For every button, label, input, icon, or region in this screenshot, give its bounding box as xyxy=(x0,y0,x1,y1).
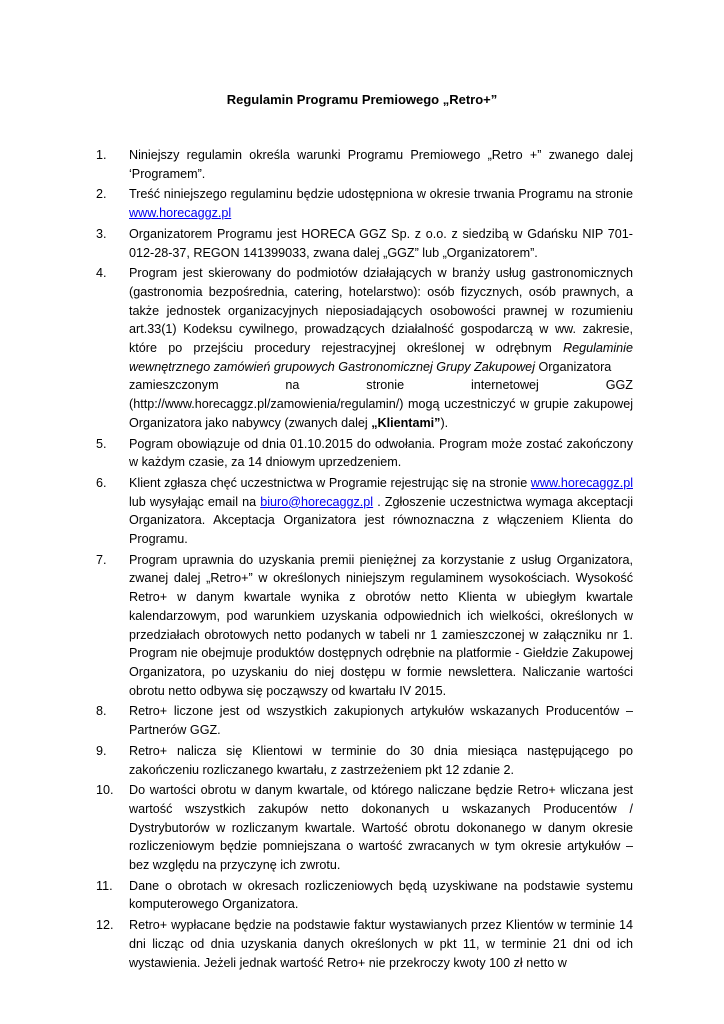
list-item xyxy=(96,877,633,914)
item-text: lub wysyłając email na xyxy=(129,494,261,509)
item-text: Klient zgłasza chęć uczestnictwa w Programie rejestrując się na stronie xyxy=(129,475,531,490)
list-item xyxy=(96,551,633,701)
list-item xyxy=(96,742,633,779)
item-text: (http://www.horecaggz.pl/zamowienia/regulamin/) mogą uczestniczyć w grupie zakupowej Organizatora jako nabywcy (zwanych dalej xyxy=(129,397,633,430)
list-item xyxy=(96,474,633,549)
word: GGZ xyxy=(605,378,633,393)
item-number: 12. xyxy=(96,918,114,933)
item-number: 9. xyxy=(96,743,107,758)
regulation-list xyxy=(96,146,633,974)
regulation-title-italic: Regulaminie wewnętrznego zamówień grupowych Gastronomicznej Grupy Zakupowej xyxy=(129,341,633,374)
item-number: 4. xyxy=(96,266,107,281)
item-text: Pogram obowiązuje od dnia 01.10.2015 do odwołania. Program może zostać zakończony w każdym czasie, za 14 dniowym uprzedzeniem. xyxy=(129,436,633,470)
list-item xyxy=(96,146,633,183)
word: zamieszczonym xyxy=(129,378,219,393)
item-number: 10. xyxy=(96,783,114,798)
item-number: 1. xyxy=(96,148,107,162)
list-item xyxy=(96,702,633,739)
item-number: 6. xyxy=(96,475,107,490)
document-title: Regulamin Programu Premiowego „Retro+” xyxy=(226,92,498,107)
item-text: Treść niniejszego regulaminu będzie udostępniona w okresie trwania Programu na stronie xyxy=(129,187,633,202)
item-number: 2. xyxy=(96,187,107,202)
email-link[interactable]: biuro@horecaggz.pl xyxy=(260,494,374,509)
word: internetowej xyxy=(470,378,539,393)
list-item xyxy=(96,435,633,472)
list-item xyxy=(96,225,633,262)
item-text: Program jest skierowany do podmiotów działających w branży usług gastronomicznych (gastronomia bezpośrednia, catering, hotelarstwo): osób fizycznych, osób prawnych, a także jednostek organizacyjnych nieposiadających osobowości prawnej w rozumieniu art.33(1) Kodeksu cywilnego, prowadzących działalność gospodarczą w ww. zakresie, które po przejściu procedury rejestracyjnej określonej w odrębnym xyxy=(129,266,633,356)
word: stronie xyxy=(366,378,405,393)
item-text: Retro+ liczone jest od wszystkich zakupionych artykułów wskazanych Producentów – Partnerów GGZ. xyxy=(129,704,633,738)
clients-bold: „Klientami” xyxy=(371,415,441,430)
item-text: Retro+ nalicza się Klientowi w terminie do 30 dnia miesiąca następującego po zakończeniu rozliczanego kwartału, z zastrzeżeniem pkt 12 zdanie 2. xyxy=(129,743,633,777)
item-text: Niniejszy regulamin określa warunki Programu Premiowego „Retro +” zwanego dalej ‘Programem”. xyxy=(129,148,633,181)
item-number: 11. xyxy=(96,878,113,893)
word: na xyxy=(285,378,300,393)
list-item xyxy=(96,916,633,972)
item-number: 3. xyxy=(96,226,107,241)
item-text: . Zgłoszenie uczestnictwa wymaga akceptacji Organizatora. Akceptacja Organizatora jest równoznaczna z włączeniem Klienta do Programu. xyxy=(129,494,633,547)
list-item xyxy=(96,185,633,222)
item-number: 5. xyxy=(96,436,107,451)
item-text: Organizatorem Programu jest HORECA GGZ Sp. z o.o. z siedzibą w Gdańsku NIP 701-012-28-37, REGON 141399033, zwana dalej „GGZ” lub „Organizatorem”. xyxy=(129,226,633,260)
list-item xyxy=(96,264,633,432)
item-text: Retro+ wypłacane będzie na podstawie faktur wystawianych przez Klientów w terminie 14 dni licząc od dnia uzyskania danych określonych w pkt 11, w terminie 21 dni od ich wystawienia. Jeżeli jednak wartość Retro+ nie przekroczy kwoty 100 zł netto w xyxy=(129,918,633,970)
item-number: 8. xyxy=(96,704,107,719)
website-link[interactable]: www.horecaggz.pl xyxy=(530,475,633,490)
item-text: Do wartości obrotu w danym kwartale, od którego naliczane będzie Retro+ wliczana jest wartość wszystkich zakupów netto dokonanych u wskazanych Producentów / Dystrybutorów w rozliczanym kwartale. Wartość obrotu dokonanego w danym okresie rozliczeniowym będzie pomniejszana o wartość zwracanych w tym okresie artykułów – bez względu na przyczynę ich zwrotu. xyxy=(129,783,633,873)
justified-line xyxy=(129,376,633,395)
item-number: 7. xyxy=(96,552,107,567)
item-text: Dane o obrotach w okresach rozliczeniowych będą uzyskiwane na podstawie systemu komputerowego Organizatora. xyxy=(129,878,633,912)
item-text: ). xyxy=(440,415,449,430)
item-text: Organizatora xyxy=(535,359,612,374)
website-link[interactable]: www.horecaggz.pl xyxy=(129,206,232,221)
item-text: Program uprawnia do uzyskania premii pieniężnej za korzystanie z usług Organizatora, zwanej dalej „Retro+” w określonych niniejszym regulaminem wysokościach. Wysokość Retro+ w danym kwartale wynika z obrotów netto Klienta w ubiegłym kwartale kalendarzowym, pod warunkiem uzyskania odpowiednich ich wielkości, określonych w przedziałach obrotowych netto podanych w tabeli nr 1 zamieszczonej w załączniku nr 1. Program nie obejmuje produktów dostępnych odrębnie na platformie - Giełdzie Zakupowej Organizatora, po uzyskaniu do niej dostępu w formie newslettera. Naliczanie wartości obrotu netto odbywa się począwszy od kwartału IV 2015. xyxy=(129,552,633,698)
list-item xyxy=(96,781,633,875)
